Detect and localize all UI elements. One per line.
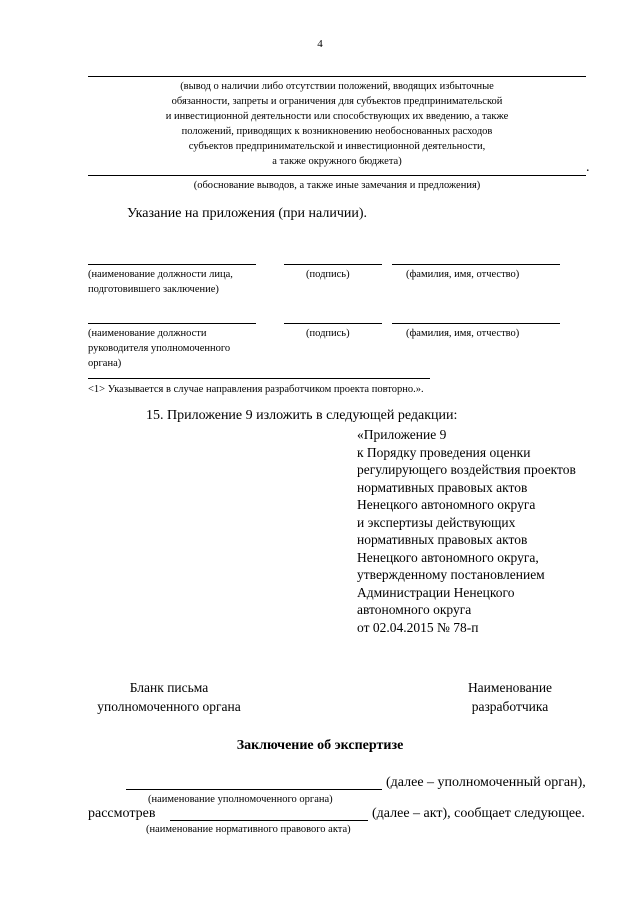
signature-line-2 bbox=[284, 323, 382, 324]
name-caption-1: (фамилия, имя, отчество) bbox=[406, 269, 520, 280]
position-caption-1 bbox=[88, 267, 233, 297]
signature-line-1 bbox=[284, 264, 382, 265]
name-line-1 bbox=[392, 264, 560, 265]
authorized-body-suffix: (далее – уполномоченный орган), bbox=[386, 775, 586, 790]
position-caption-2 bbox=[88, 326, 230, 371]
position-line-2 bbox=[88, 323, 256, 324]
appendix-line: нормативных правовых актов bbox=[357, 532, 528, 547]
name-caption-2: (фамилия, имя, отчество) bbox=[406, 328, 520, 339]
caption-line: подготовившего заключение) bbox=[88, 284, 219, 295]
appendix-line: Ненецкого автономного округа, bbox=[357, 549, 539, 565]
caption-line: руководителя уполномоченного bbox=[88, 343, 231, 354]
caption-line: (наименование должности лица, bbox=[88, 269, 233, 280]
appendix-line: и экспертизы действующих bbox=[357, 514, 516, 530]
caption-line: (наименование должности bbox=[88, 328, 207, 339]
appendix-line: автономного округа bbox=[357, 602, 472, 617]
appendix-line: «Приложение 9 bbox=[357, 427, 447, 442]
conclusion-note-line: (вывод о наличии либо отсутствии положений, вводящих избыточные bbox=[180, 81, 494, 92]
justification-line bbox=[88, 175, 586, 176]
appendix-line: к Порядку проведения оценки bbox=[357, 444, 531, 460]
page-number: 4 bbox=[317, 38, 323, 50]
act-line bbox=[170, 820, 368, 821]
appendix-line: регулирующего воздействия проектов bbox=[357, 462, 576, 477]
conclusion-note-line: обязанности, запреты и ограничения для субъектов предпринимательской bbox=[171, 96, 503, 107]
attachments-text: Указание на приложения (при наличии). bbox=[127, 206, 368, 221]
conclusion-note-line: положений, приводящих к возникновению необоснованных расходов bbox=[181, 126, 493, 137]
appendix-line: Администрации Ненецкого bbox=[357, 584, 515, 600]
position-line-1 bbox=[88, 264, 256, 265]
signature-caption-2: (подпись) bbox=[306, 328, 350, 339]
reviewed-prefix: рассмотрев bbox=[88, 806, 156, 821]
caption-line: органа) bbox=[88, 358, 122, 369]
justification-note: (обоснование выводов, а также иные замечания и предложения) bbox=[193, 180, 481, 191]
justification-dot: . bbox=[586, 160, 590, 175]
letterhead-right-line: разработчика bbox=[471, 699, 549, 714]
item-15: 15. Приложение 9 изложить в следующей редакции: bbox=[146, 408, 458, 423]
appendix-line: утвержденному постановлением bbox=[357, 567, 545, 582]
conclusion-note-line: а также окружного бюджета) bbox=[272, 156, 402, 167]
conclusion-note-line: и инвестиционной деятельности или способствующих их введению, а также bbox=[165, 111, 509, 122]
appendix-header bbox=[357, 426, 576, 636]
conclusion-line bbox=[88, 76, 586, 77]
footnote: <1> Указывается в случае направления разработчиком проекта повторно.». bbox=[88, 384, 424, 395]
document-title: Заключение об экспертизе bbox=[236, 738, 404, 753]
conclusion-note bbox=[88, 79, 586, 169]
footnote-separator bbox=[88, 378, 430, 379]
letterhead-left-line: уполномоченного органа bbox=[97, 699, 241, 714]
authorized-body-note: (наименование уполномоченного органа) bbox=[148, 794, 333, 805]
letterhead-left bbox=[84, 678, 254, 716]
authorized-body-line bbox=[126, 789, 382, 790]
appendix-line: нормативных правовых актов bbox=[357, 479, 528, 495]
letterhead-right bbox=[440, 678, 580, 716]
signature-caption-1: (подпись) bbox=[306, 269, 350, 280]
conclusion-note-line: субъектов предпринимательской и инвестиционной деятельности, bbox=[188, 141, 486, 152]
letterhead-right-line: Наименование bbox=[467, 680, 553, 695]
act-note: (наименование нормативного правового акта) bbox=[146, 824, 351, 835]
appendix-line: Ненецкого автономного округа bbox=[357, 497, 536, 512]
reviewed-suffix: (далее – акт), сообщает следующее. bbox=[372, 806, 585, 821]
letterhead-left-line: Бланк письма bbox=[129, 680, 209, 695]
name-line-2 bbox=[392, 323, 560, 324]
appendix-line: от 02.04.2015 № 78-п bbox=[357, 619, 479, 635]
